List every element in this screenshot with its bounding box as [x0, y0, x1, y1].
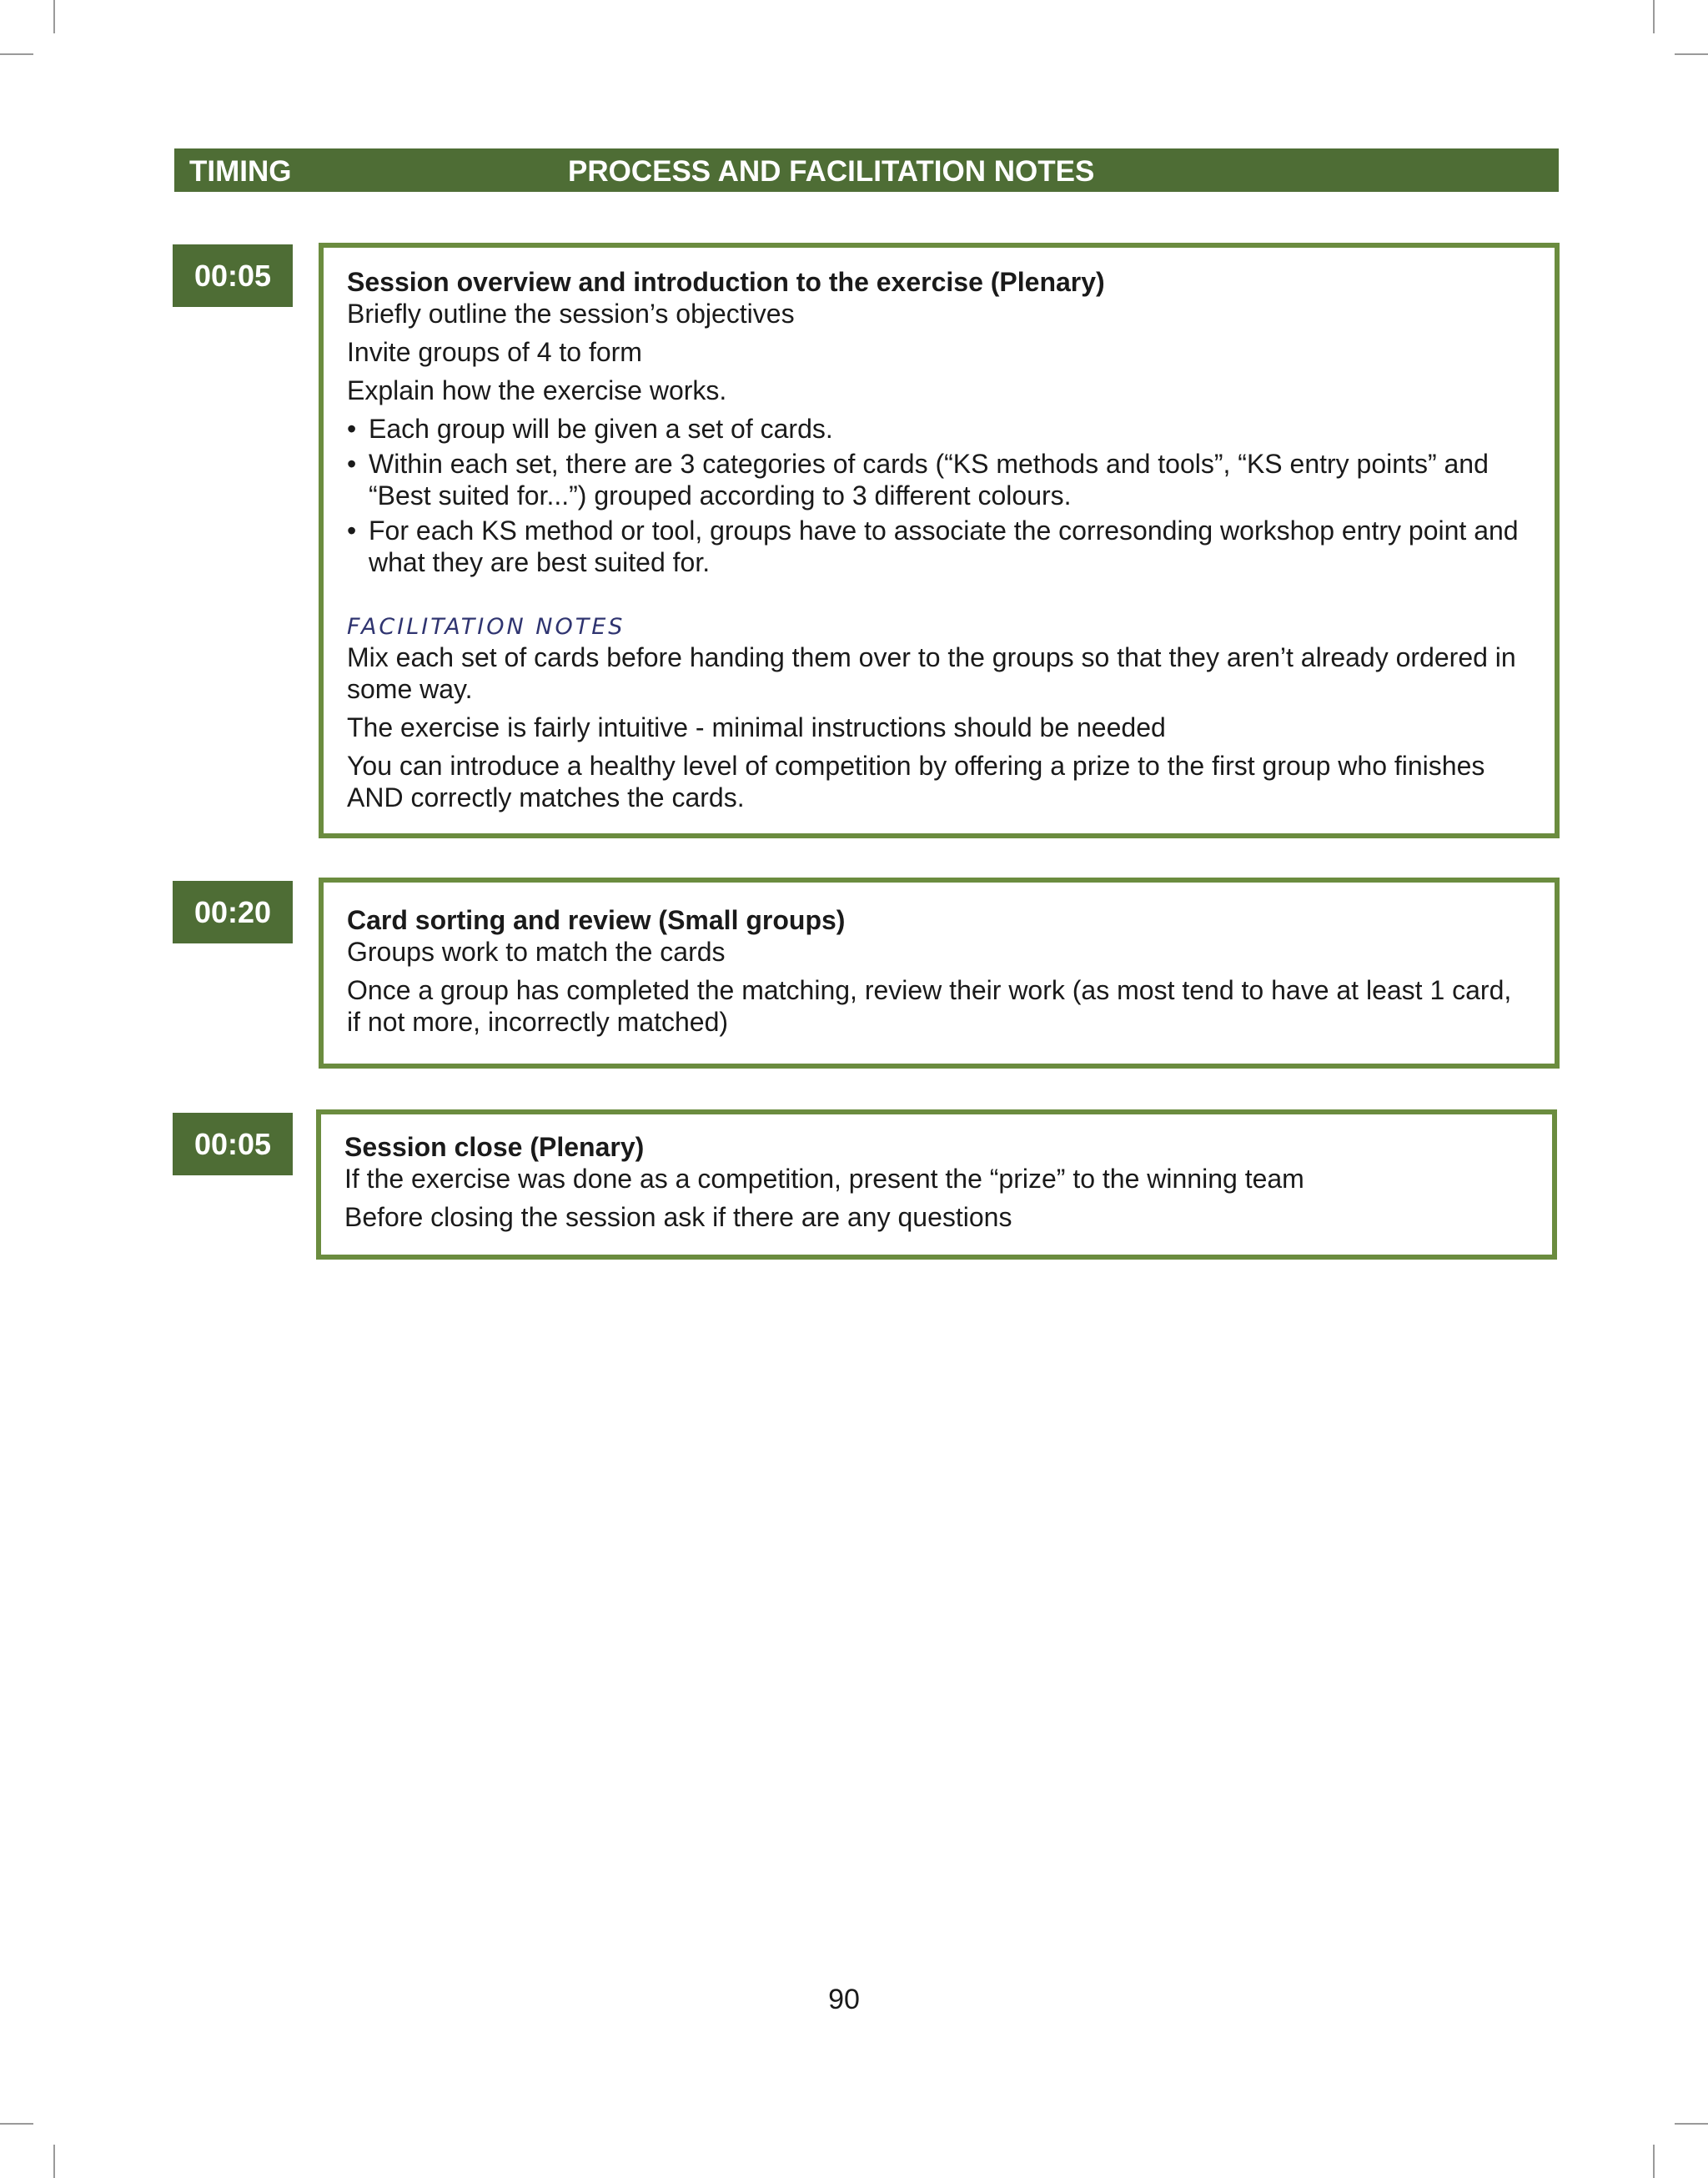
bullet-dot: •: [347, 414, 357, 444]
bullet-list: [347, 413, 1530, 578]
step-title: Card sorting and review (Small groups): [347, 905, 846, 935]
crop-mark: [53, 2145, 55, 2178]
crop-mark: [0, 2123, 33, 2125]
time-badge: 00:05: [173, 1113, 293, 1175]
step-line: Groups work to match the cards: [347, 937, 726, 967]
step-title: Session close (Plenary): [344, 1132, 645, 1162]
bullet-item: [347, 413, 1530, 445]
crop-mark: [1653, 2145, 1655, 2178]
facilitation-notes-heading: FACILITATION NOTES: [347, 614, 625, 640]
step-line: Before closing the session ask if there are any questions: [344, 1202, 1012, 1232]
step-line: If the exercise was done as a competition, present the “prize” to the winning team: [344, 1164, 1304, 1194]
crop-mark: [1675, 2123, 1708, 2125]
bullet-dot: •: [347, 516, 357, 546]
step-line: Once a group has completed the matching, review their work (as most tend to have at least 1 card, if not more, incorrectly matched): [347, 975, 1512, 1037]
bullet-text: Each group will be given a set of cards.: [369, 414, 833, 444]
time-badge: 00:20: [173, 881, 293, 943]
step-title: Session overview and introduction to the exercise (Plenary): [347, 267, 1105, 297]
note-line: The exercise is fairly intuitive - minimal instructions should be needed: [347, 712, 1166, 742]
bullet-item: [347, 515, 1530, 578]
note-line: You can introduce a healthy level of competition by offering a prize to the first group who finishes AND correctly matches the cards.: [347, 751, 1485, 812]
crop-mark: [1675, 53, 1708, 55]
step-box: [319, 878, 1560, 1069]
step-line: Explain how the exercise works.: [347, 375, 727, 405]
crop-mark: [53, 0, 55, 33]
crop-mark: [0, 53, 33, 55]
crop-mark: [1653, 0, 1655, 33]
bullet-text: For each KS method or tool, groups have to associate the corresonding workshop entry point and what they are best suited for.: [369, 516, 1519, 577]
bullet-text: Within each set, there are 3 categories of cards (“KS methods and tools”, “KS entry points” and “Best suited for...”) grouped according to 3 different colours.: [369, 449, 1489, 511]
process-column-heading: PROCESS AND FACILITATION NOTES: [568, 155, 1095, 188]
bullet-dot: •: [347, 449, 357, 479]
bullet-item: [347, 448, 1530, 511]
note-line: Mix each set of cards before handing them over to the groups so that they aren’t already ordered in some way.: [347, 642, 1516, 704]
step-box: [316, 1109, 1557, 1260]
step-line: Briefly outline the session’s objectives: [347, 299, 795, 329]
table-header-bar: [174, 148, 1559, 192]
time-badge: 00:05: [173, 244, 293, 307]
step-line: Invite groups of 4 to form: [347, 337, 642, 367]
page-number: 90: [828, 1984, 860, 2015]
step-box: [319, 243, 1560, 838]
timing-column-heading: TIMING: [189, 155, 292, 188]
